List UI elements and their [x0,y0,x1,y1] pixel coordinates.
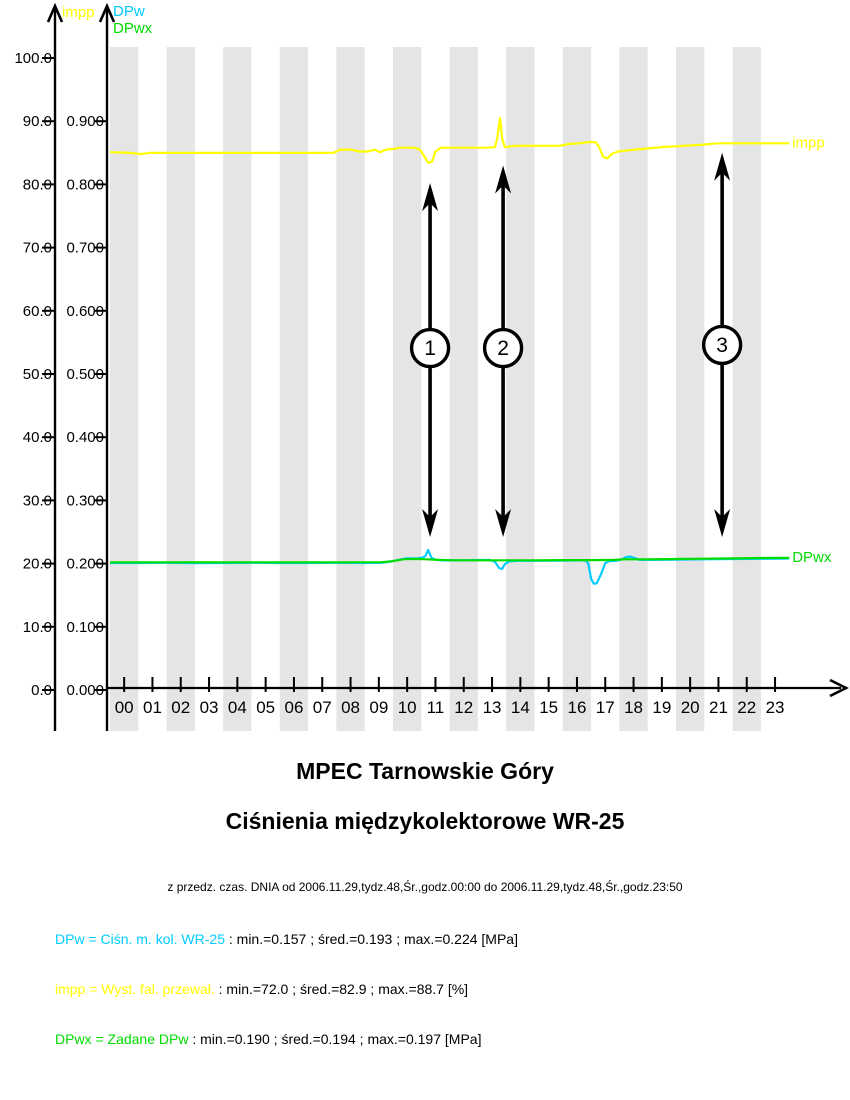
even-hour-band [676,47,704,731]
x-axis-tick-label: 16 [567,698,587,717]
mpa-axis-tick-label: 0.000 [66,682,104,699]
x-axis-tick-label: 22 [737,698,757,717]
legend-stats-dpwx: : min.=0.190 ; śred.=0.194 ; max.=0.197 [MPa] [188,1031,482,1047]
left-axis-tick-label: 20.0 [22,555,52,573]
left-axis-tick-label: 100.0 [14,50,52,67]
legend-stats-impp: : min.=72.0 ; śred.=82.9 ; max.=88.7 [%] [214,981,469,997]
x-axis-tick-label: 18 [624,698,644,717]
even-hour-band [563,47,591,731]
annotation-number-2: 2 [497,337,509,361]
legend-name-dpw: DPw = Ciśn. m. kol. WR-25 [55,931,225,947]
left-axis-tick-label: 10.0 [22,618,52,636]
left-axis-tick-label: 40.0 [22,429,52,447]
even-hour-band [223,47,251,731]
x-axis-tick-label: 17 [595,698,615,717]
mpa-axis-tick-label: 0.700 [66,239,104,257]
annotation-number-1: 1 [424,337,436,361]
legend-name-dpwx: DPwx = Zadane DPw [55,1031,189,1047]
x-axis-tick-label: 01 [142,698,162,717]
main-title: MPEC Tarnowskie Góry [296,758,554,784]
mpa-axis-tick-label: 0.600 [66,302,104,320]
x-axis-tick-label: 13 [482,698,502,717]
x-axis-tick-label: 00 [114,698,134,717]
left-axis-tick-label: 80.0 [22,176,52,194]
x-axis-tick-label: 23 [765,698,785,717]
left-axis-tick-label: 90.0 [22,113,52,131]
x-axis-tick-label: 04 [227,698,247,717]
mpa-axis-tick-label: 0.100 [66,618,104,636]
mpa-axis-tick-label: 0.200 [66,555,104,573]
x-axis-tick-label: 12 [454,698,474,717]
x-axis-tick-label: 19 [652,698,672,717]
impp-curve-label: impp [792,134,825,152]
legend-row-impp [55,981,468,997]
legend-stats-dpw: : min.=0.157 ; śred.=0.193 ; max.=0.224 [MPa] [224,931,518,947]
even-hour-band [733,47,761,731]
annotation-number-3: 3 [716,333,728,357]
x-axis-tick-label: 02 [171,698,191,717]
x-axis-tick-label: 11 [426,698,445,717]
left-axis-tick-label: 70.0 [22,239,52,257]
mpa-axis-tick-label: 0.800 [66,176,104,194]
x-axis-tick-label: 21 [708,698,728,717]
x-axis-tick-label: 08 [341,698,361,717]
dpwx-axis-label: DPwx [113,20,153,37]
left-axis-tick-label: 30.0 [22,492,52,510]
mpa-axis-tick-label: 0.900 [66,113,104,131]
dpw-axis-label: DPw [113,3,145,20]
even-hour-band [280,47,308,731]
x-axis-tick-label: 03 [199,698,219,717]
x-axis-tick-label: 14 [510,698,530,717]
even-hour-band [110,47,138,731]
left-axis-tick-label: 60.0 [22,302,52,320]
mpa-axis-tick-label: 0.500 [66,366,104,383]
even-hour-band [506,47,534,731]
x-axis-tick-label: 07 [312,698,332,717]
x-axis-tick-label: 06 [284,698,304,717]
impp-axis-label: impp [62,4,95,21]
mpa-axis-tick-label: 0.300 [66,492,104,510]
dpwx-curve-label: DPwx [792,548,832,566]
even-hour-band [450,47,478,731]
legend-name-impp: impp = Wyst. fal. przewał. [55,981,215,997]
x-axis-tick-label: 09 [369,698,389,717]
even-hour-band [167,47,195,731]
x-axis-tick-label: 05 [256,698,276,717]
legend-row-dpw [55,931,518,947]
chart-title: Ciśnienia międzykolektorowe WR-25 [225,808,625,834]
legend-row-dpwx [55,1031,481,1047]
x-axis-tick-label: 15 [539,698,559,717]
left-axis-tick-label: 0.0 [31,682,52,699]
left-axis-tick-label: 50.0 [22,366,52,383]
time-range-caption: z przedz. czas. DNIA od 2006.11.29,tydz.48,Śr.,godz.00:00 do 2006.11.29,tydz.48,Śr.,godz.23:50 [167,880,683,894]
mpa-axis-tick-label: 0.400 [66,429,104,447]
x-axis-tick-label: 20 [680,698,700,717]
x-axis-tick-label: 10 [397,698,417,717]
